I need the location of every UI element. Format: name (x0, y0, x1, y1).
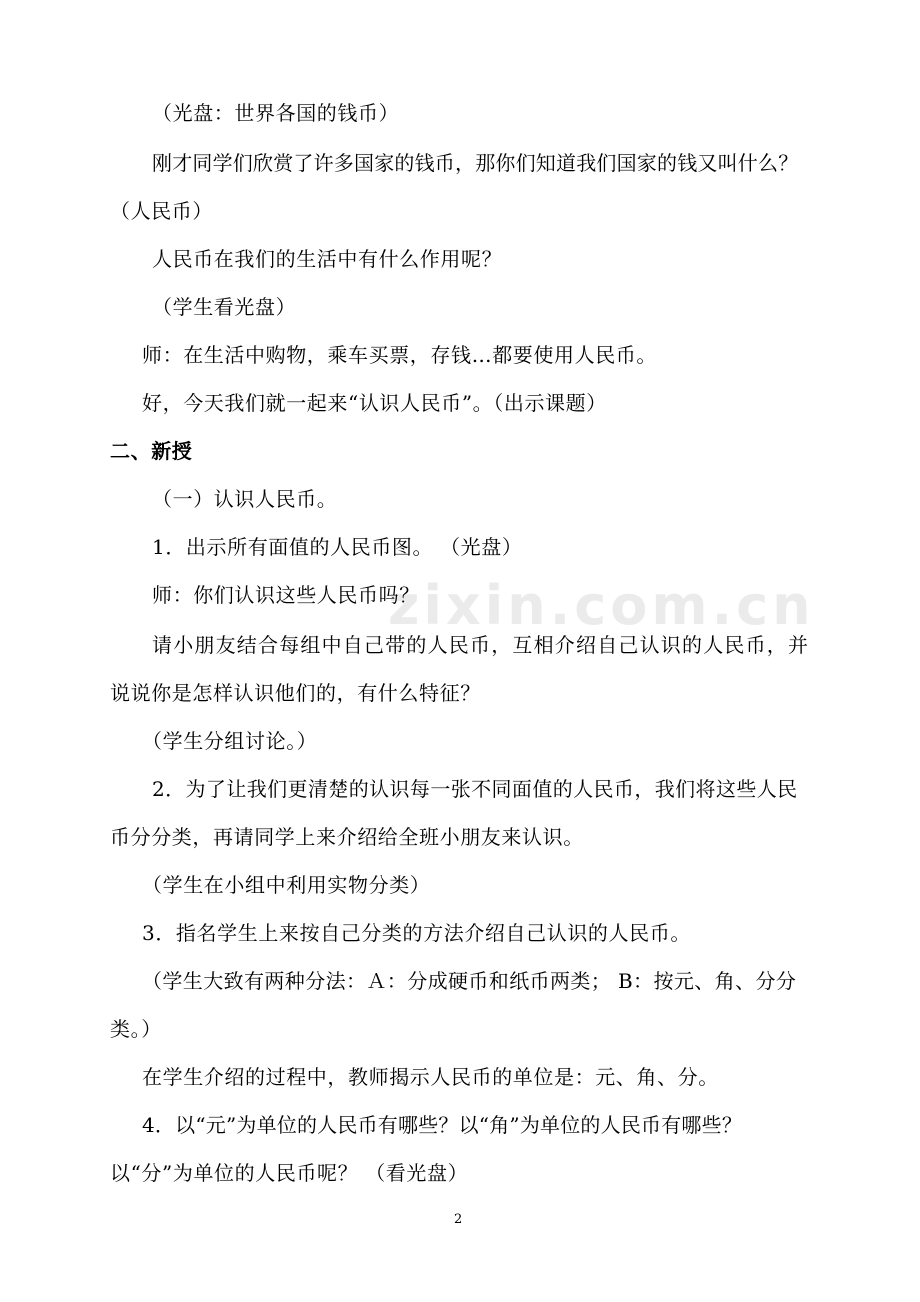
text-line-1: （光盘：世界各国的钱币） (152, 101, 400, 125)
text-line-7: 好，今天我们就一起来“认识人民币”。（出示课题） (142, 391, 607, 415)
text-line-22: 4．以“元”为单位的人民币有哪些？以“角”为单位的人民币有哪些？ (142, 1113, 743, 1137)
text-line-18: 3．指名学生上来按自己分类的方法介绍自己认识的人民币。 (142, 921, 691, 945)
text-line-2: 刚才同学们欣赏了许多国家的钱币，那你们知道我们国家的钱又叫什么？ (152, 151, 799, 175)
text-line-17: （学生在小组中利用实物分类） (142, 873, 431, 897)
text-line-12: 请小朋友结合每组中自己带的人民币，互相介绍自己认识的人民币，并 (152, 633, 810, 657)
text-line-19: （学生大致有两种分法：Ａ：分成硬币和纸币两类； B：按元、角、分分 (142, 969, 797, 993)
text-line-11: 师：你们认识这些人民币吗？ (152, 583, 420, 607)
text-line-21: 在学生介绍的过程中，教师揭示人民币的单位是：元、角、分。 (142, 1065, 719, 1089)
text-line-13: 说说你是怎样认识他们的，有什么特征？ (110, 681, 481, 705)
text-line-10: 1．出示所有面值的人民币图。 （光盘） (152, 535, 523, 559)
text-line-4: 人民币在我们的生活中有什么作用呢？ (152, 247, 503, 271)
page-number: 2 (454, 1212, 463, 1227)
text-line-16: 币分分类，再请同学上来介绍给全班小朋友来认识。 (110, 825, 584, 849)
text-line-23: 以“分”为单位的人民币呢？ （看光盘） (110, 1161, 469, 1185)
text-line-5: （学生看光盘） (152, 295, 297, 319)
text-line-20: 类。） (110, 1017, 162, 1041)
text-line-3: （人民币） (110, 199, 213, 223)
section-heading: 二、新授 (110, 439, 193, 463)
text-line-15: 2．为了让我们更清楚的认识每一张不同面值的人民币，我们将这些人民 (152, 777, 798, 801)
text-line-14: （学生分组讨论。） (142, 729, 318, 753)
text-line-6: 师：在生活中购物，乘车买票，存钱…都要使用人民币。 (142, 343, 657, 367)
watermark: zixin.com.cn (388, 574, 815, 637)
subsection-heading: （一）认识人民币。 (152, 487, 338, 511)
